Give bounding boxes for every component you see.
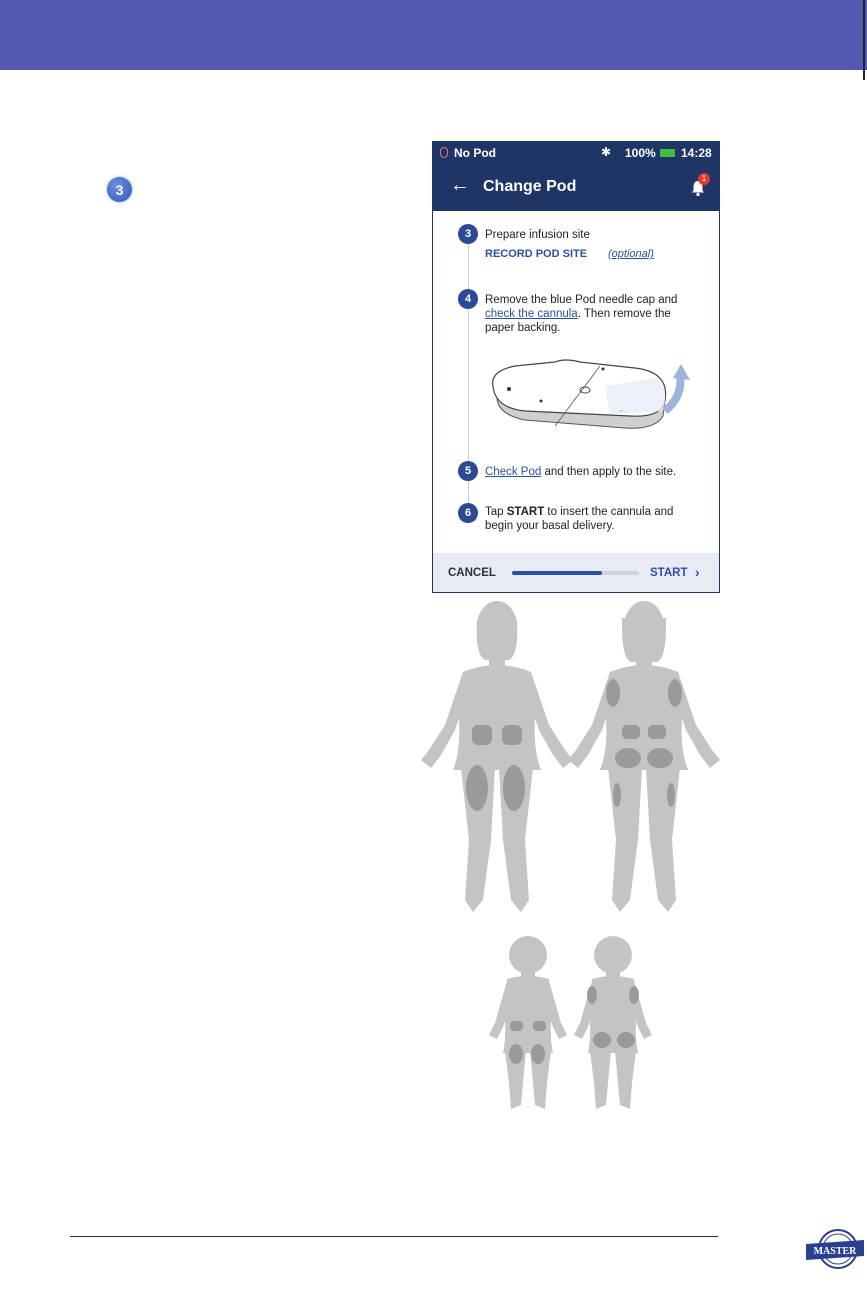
screen-title: Change Pod [483, 178, 577, 195]
check-pod-link[interactable]: Check Pod [485, 466, 542, 478]
adult-back-figure [568, 601, 720, 912]
battery-icon [660, 149, 675, 157]
step-6-text [485, 505, 700, 533]
progress-fill [512, 571, 602, 575]
step-3-circle: 3 [458, 224, 478, 244]
page-edge-rule [863, 0, 865, 80]
notification-badge: 1 [698, 173, 710, 185]
step-4-text-pre: Remove the blue Pod needle cap and [485, 294, 678, 306]
pod-status-text: No Pod [454, 146, 496, 160]
battery-percent: 100% [625, 146, 656, 160]
progress-track [512, 571, 639, 575]
bluetooth-icon: ✱ [601, 145, 612, 159]
step-6-text-post: to insert the cannula and begin your basal delivery. [485, 506, 674, 532]
child-infusion-sites-diagram [483, 933, 658, 1113]
step-3-text: Prepare infusion site [485, 229, 590, 241]
record-pod-site-link[interactable]: RECORD POD SITE [485, 248, 588, 260]
start-keyword: START [506, 506, 545, 518]
header-band [0, 0, 867, 70]
status-time: 14:28 [681, 146, 712, 160]
step-4-text-post: . Then remove the paper backing. [485, 308, 671, 334]
bottom-action-bar [433, 553, 719, 592]
pod-status-icon [440, 147, 448, 158]
step-number-badge: 3 [107, 177, 132, 202]
step-5-circle: 5 [458, 461, 478, 481]
step-6-text-pre: Tap [485, 506, 507, 518]
status-bar [433, 142, 719, 164]
step-6-circle: 6 [458, 503, 478, 523]
child-back-figure [574, 936, 652, 1109]
adult-front-figure [421, 601, 573, 912]
child-front-figure [489, 936, 567, 1109]
pod-illustration [485, 356, 705, 441]
check-cannula-link[interactable]: check the cannula [485, 308, 578, 320]
optional-label[interactable]: (optional) [608, 248, 654, 260]
cancel-button[interactable]: CANCEL [448, 567, 496, 579]
step-4-text [485, 293, 700, 335]
master-seal-logo [806, 1228, 864, 1270]
step-5-text [485, 465, 700, 479]
adult-infusion-sites-diagram [417, 600, 722, 915]
footer-rule [70, 1236, 718, 1237]
back-arrow-icon[interactable]: ← [450, 174, 470, 196]
step-list [433, 211, 719, 553]
step-5-text-post: and then apply to the site. [541, 466, 677, 478]
phone-screenshot [432, 141, 720, 593]
start-button[interactable]: START [650, 567, 688, 579]
chevron-right-icon[interactable]: › [695, 564, 700, 580]
step-4-circle: 4 [458, 289, 478, 309]
svg-text:MASTER: MASTER [813, 1246, 857, 1257]
app-bar [433, 164, 719, 211]
